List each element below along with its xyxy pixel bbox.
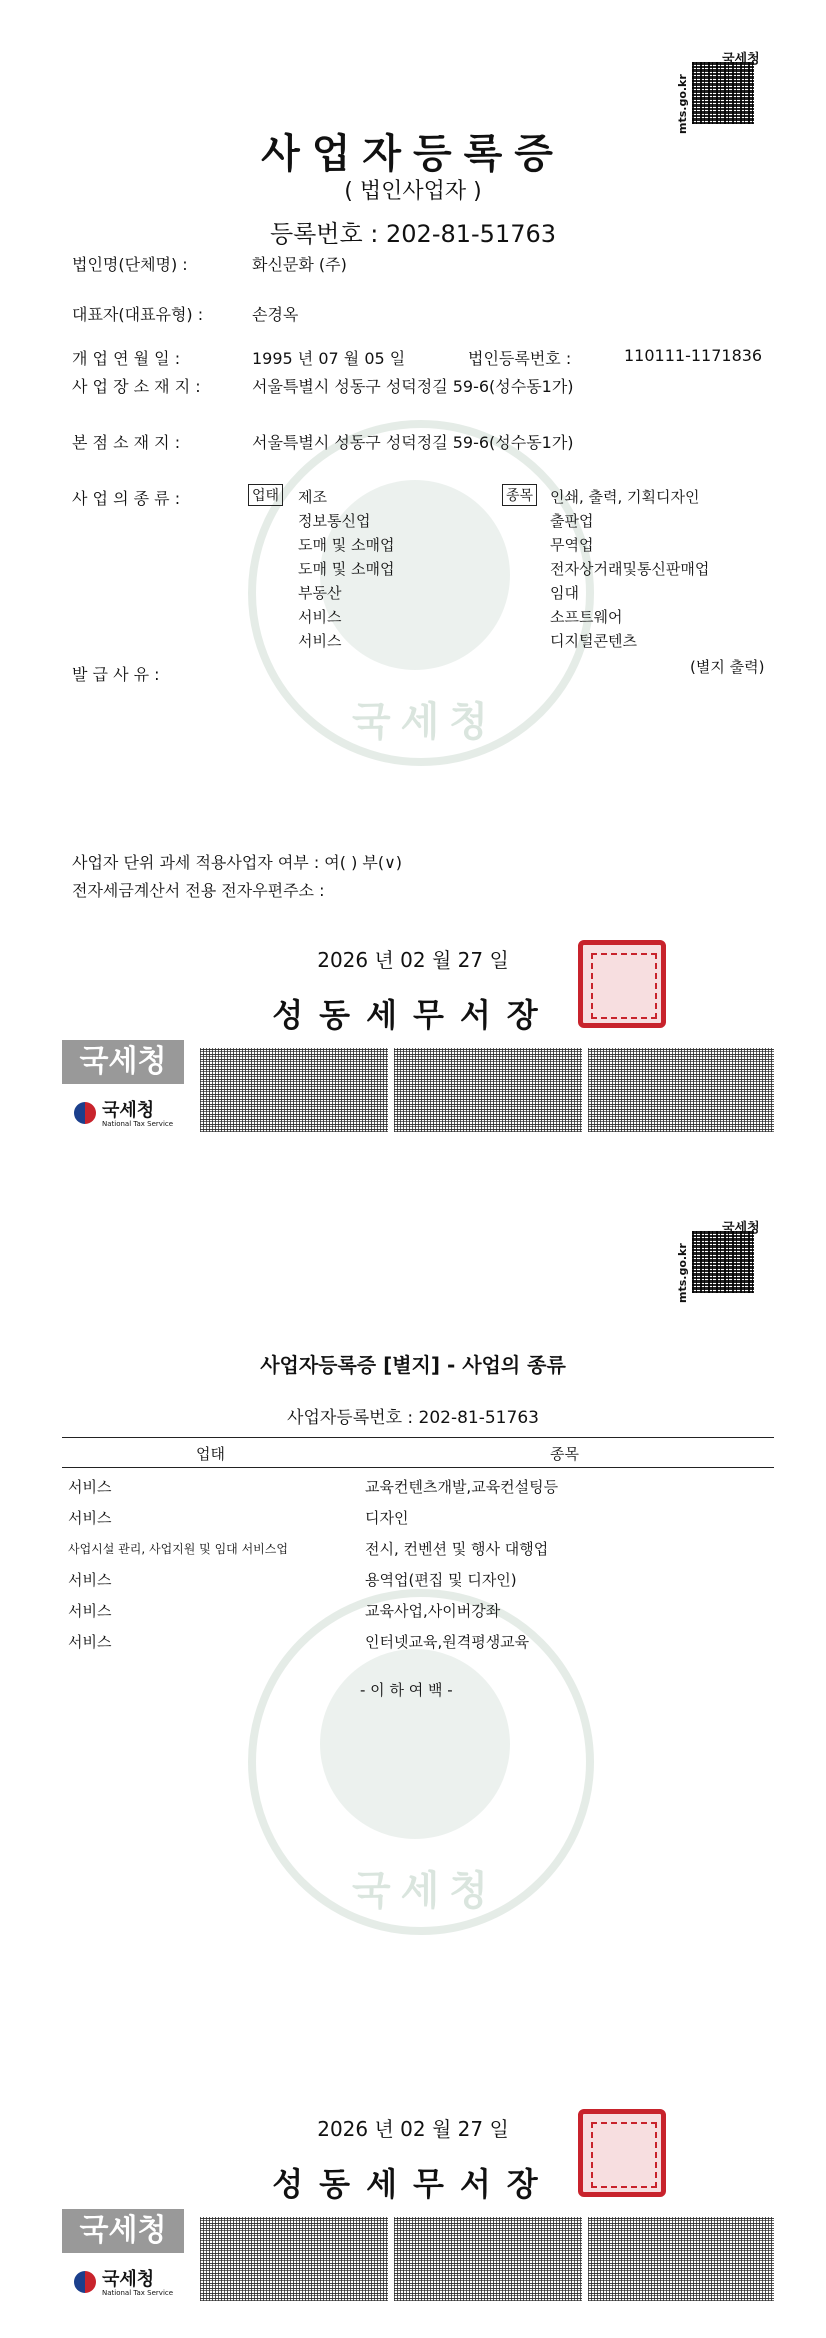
- watermark-taeguk-icon: [320, 1649, 510, 1839]
- issue-note: (별지 출력): [690, 658, 765, 676]
- attachment-page: [0, 1169, 826, 2338]
- nts-footer-logo: 국세청: [62, 1040, 184, 1084]
- business-type-3: 도매 및 소매업: [298, 536, 395, 554]
- table-row: [62, 1471, 774, 1502]
- open-date-label: 개 업 연 월 일 :: [72, 349, 181, 368]
- corp-name-label: 법인명(단체명) :: [72, 255, 188, 274]
- business-type-1: 제조: [298, 488, 327, 506]
- row-type: 서비스: [68, 1571, 112, 1589]
- registration-number: 등록번호 : 202-81-51763: [269, 220, 557, 248]
- issue-date: 2026 년 02 월 27 일: [317, 948, 509, 972]
- footer-band: [0, 2209, 826, 2309]
- business-item-5: 임대: [550, 584, 579, 602]
- row-item: 디자인: [365, 1509, 409, 1527]
- business-type-label: 사 업 의 종 류 :: [72, 489, 181, 508]
- page-title: 사업자등록증: [261, 131, 565, 177]
- table-row: [62, 1564, 774, 1595]
- nts-mark-sub: National Tax Service: [102, 1120, 174, 1128]
- open-date-value: 1995 년 07 월 05 일: [252, 349, 406, 368]
- row-type: 서비스: [68, 1509, 112, 1527]
- issuing-office: 성동세무서장: [272, 2165, 554, 2203]
- unit-tax-status: 사업자 단위 과세 적용사업자 여부 : 여( ) 부(∨): [72, 853, 403, 872]
- address-value: 서울특별시 성동구 성덕정길 59-6(성수동1가): [252, 377, 574, 396]
- row-item: 용역업(편집 및 디자인): [365, 1571, 517, 1589]
- corp-name-value: 화신문화 (주): [252, 255, 347, 274]
- mts-url-label: mts.go.kr: [676, 74, 689, 134]
- issue-reason-label: 발 급 사 유 :: [72, 665, 160, 684]
- table-header-line: [62, 1467, 774, 1468]
- column-header-item: 종목: [550, 1445, 579, 1463]
- row-type: 사업시설 관리, 사업지원 및 임대 서비스업: [68, 1542, 288, 1556]
- security-code-2: [394, 1048, 582, 1132]
- business-type-5: 부동산: [298, 584, 342, 602]
- nts-mark-sub: National Tax Service: [102, 2289, 174, 2297]
- business-item-6: 소프트웨어: [550, 608, 623, 626]
- table-row: [62, 1502, 774, 1533]
- business-item-4: 전자상거래및통신판매업: [550, 560, 710, 578]
- nts-footer-logo: 국세청: [62, 2209, 184, 2253]
- business-type-7: 서비스: [298, 632, 342, 650]
- attachment-reg-number: 사업자등록번호 : 202-81-51763: [287, 1408, 539, 1428]
- business-table: [62, 1471, 774, 1657]
- nts-mark-label: 국세청: [102, 1100, 155, 1121]
- business-type-6: 서비스: [298, 608, 342, 626]
- hq-label: 본 점 소 재 지 :: [72, 433, 181, 452]
- row-type: 서비스: [68, 1633, 112, 1651]
- watermark-label: 국세청: [352, 1868, 498, 1914]
- corp-reg-value: 110111-1171836: [624, 346, 763, 365]
- business-type-tag: 업태: [248, 484, 283, 506]
- official-seal-icon: [578, 2109, 666, 2197]
- footer-band: [0, 1040, 826, 1140]
- column-header-type: 업태: [196, 1445, 225, 1463]
- business-item-7: 디지털콘텐츠: [550, 632, 637, 650]
- table-row: [62, 1595, 774, 1626]
- hq-value: 서울특별시 성동구 성덕정길 59-6(성수동1가): [252, 433, 574, 452]
- page-subtitle: ( 법인사업자 ): [344, 179, 482, 204]
- attachment-title: 사업자등록증 [별지] - 사업의 종류: [260, 1353, 566, 1377]
- business-type-2: 정보통신업: [298, 512, 371, 530]
- watermark-label: 국세청: [352, 699, 498, 745]
- business-item-3: 무역업: [550, 536, 594, 554]
- row-item: 교육컨텐츠개발,교육컨설팅등: [365, 1478, 559, 1496]
- business-item-2: 출판업: [550, 512, 594, 530]
- row-type: 서비스: [68, 1602, 112, 1620]
- issuing-office: 성동세무서장: [272, 996, 554, 1034]
- nts-mark-label: 국세청: [102, 2269, 155, 2290]
- row-item: 인터넷교육,원격평생교육: [365, 1633, 530, 1651]
- nts-header-logo: 국세청: [722, 1221, 760, 1236]
- end-mark: - 이 하 여 백 -: [360, 1681, 453, 1699]
- rep-value: 손경옥: [252, 305, 299, 324]
- security-code-1: [200, 2217, 388, 2301]
- nts-taeguk-icon: [74, 1102, 96, 1124]
- table-row: [62, 1533, 774, 1564]
- security-code-3: [588, 2217, 774, 2301]
- nts-taeguk-icon: [74, 2271, 96, 2293]
- address-label: 사 업 장 소 재 지 :: [72, 377, 201, 396]
- e-invoice-email: 전자세금계산서 전용 전자우편주소 :: [72, 881, 325, 900]
- business-item-1: 인쇄, 출력, 기획디자인: [550, 488, 700, 506]
- business-item-tag: 종목: [502, 484, 537, 506]
- table-row: [62, 1626, 774, 1657]
- security-code-2: [394, 2217, 582, 2301]
- row-item: 전시, 컨벤션 및 행사 대행업: [365, 1540, 549, 1558]
- official-seal-icon: [578, 940, 666, 1028]
- corp-reg-label: 법인등록번호 :: [468, 349, 572, 368]
- issue-date: 2026 년 02 월 27 일: [317, 2117, 509, 2141]
- row-item: 교육사업,사이버강좌: [365, 1602, 501, 1620]
- mts-qr-code: [692, 1231, 754, 1293]
- mts-url-label: mts.go.kr: [676, 1243, 689, 1303]
- security-code-3: [588, 1048, 774, 1132]
- row-type: 서비스: [68, 1478, 112, 1496]
- nts-header-logo: 국세청: [722, 52, 760, 67]
- business-type-4: 도매 및 소매업: [298, 560, 395, 578]
- table-top-line: [62, 1437, 774, 1438]
- security-code-1: [200, 1048, 388, 1132]
- rep-label: 대표자(대표유형) :: [72, 305, 204, 324]
- mts-qr-code: [692, 62, 754, 124]
